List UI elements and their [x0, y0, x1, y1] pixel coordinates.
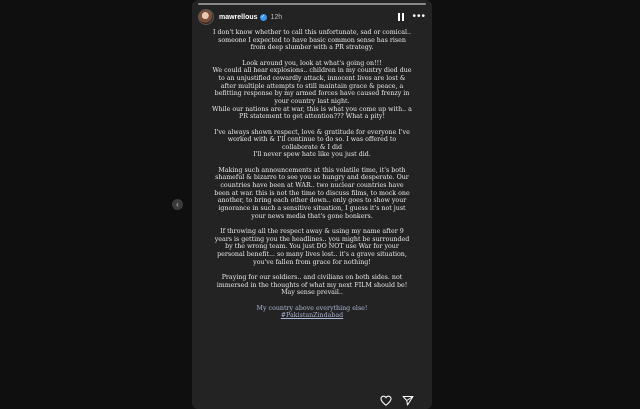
paragraph: I don't know whether to call this unfortunate, sad or comical.. someone I expected to have basic common sense has risen from deep slumber with a PR strategy. [213, 29, 411, 52]
paragraph: Look around you, look at what's going on!!! We could all hear explosions.. children in my country died due to an unjustified cowardly attack, innocent lives are lost & after multiple attempts to still maintain grace & peace, a befitting response by my armed forces have caused frenzy in your country last night. While our nations are at war, this is what you come up with.. a PR statement to get attention??? What a pity! [212, 59, 412, 121]
story-header [198, 8, 426, 26]
avatar[interactable] [198, 9, 214, 25]
verified-badge-icon: ✓ [260, 13, 266, 20]
more-icon[interactable]: ••• [412, 11, 426, 22]
story-viewer [192, 0, 432, 409]
heart-icon[interactable] [380, 395, 392, 406]
story-text [200, 29, 424, 320]
paragraph: I've always shown respect, love & gratitude for everyone I've worked with & I'll continue to do so. I was offered to collaborate & I did I'll never spew hate like you just did. [214, 128, 410, 159]
pause-icon[interactable] [398, 13, 404, 21]
paragraph: Making such announcements at this volatile time, it's both shameful & bizarre to see you so hungry and desperate. Our countries have been at WAR.. two nuclear countries have been at war. this is not the time to discuss films, to mock one another, to bring each other down.. only goes to show your ignorance in such a sensitive situation, I guess it's not just your news media that's gone bonkers. [214, 166, 410, 220]
paragraph: If throwing all the respect away & using my name after 9 years is getting you the headlines.. you might be surrounded by the wrong team. You just DO NOT use War for your personal benefit... so many lives lost.. it's a grave situation, you've fallen from grace for nothing! [214, 228, 410, 266]
send-icon[interactable] [402, 395, 414, 406]
hashtag-link[interactable]: #PakistanZindabad [280, 312, 344, 320]
post-time: 12h [270, 13, 283, 21]
paragraph: Praying for our soldiers.. and civilians on both sides. not immersed in the thoughts of what my next FILM should be! May sense prevail.. [216, 273, 408, 297]
story-progress-bar [198, 3, 426, 5]
username[interactable]: mawrellous [219, 13, 258, 21]
previous-story-button[interactable]: ‹ [172, 199, 183, 210]
footer-line: My country above everything else! [256, 304, 368, 312]
story-actions [380, 395, 414, 406]
